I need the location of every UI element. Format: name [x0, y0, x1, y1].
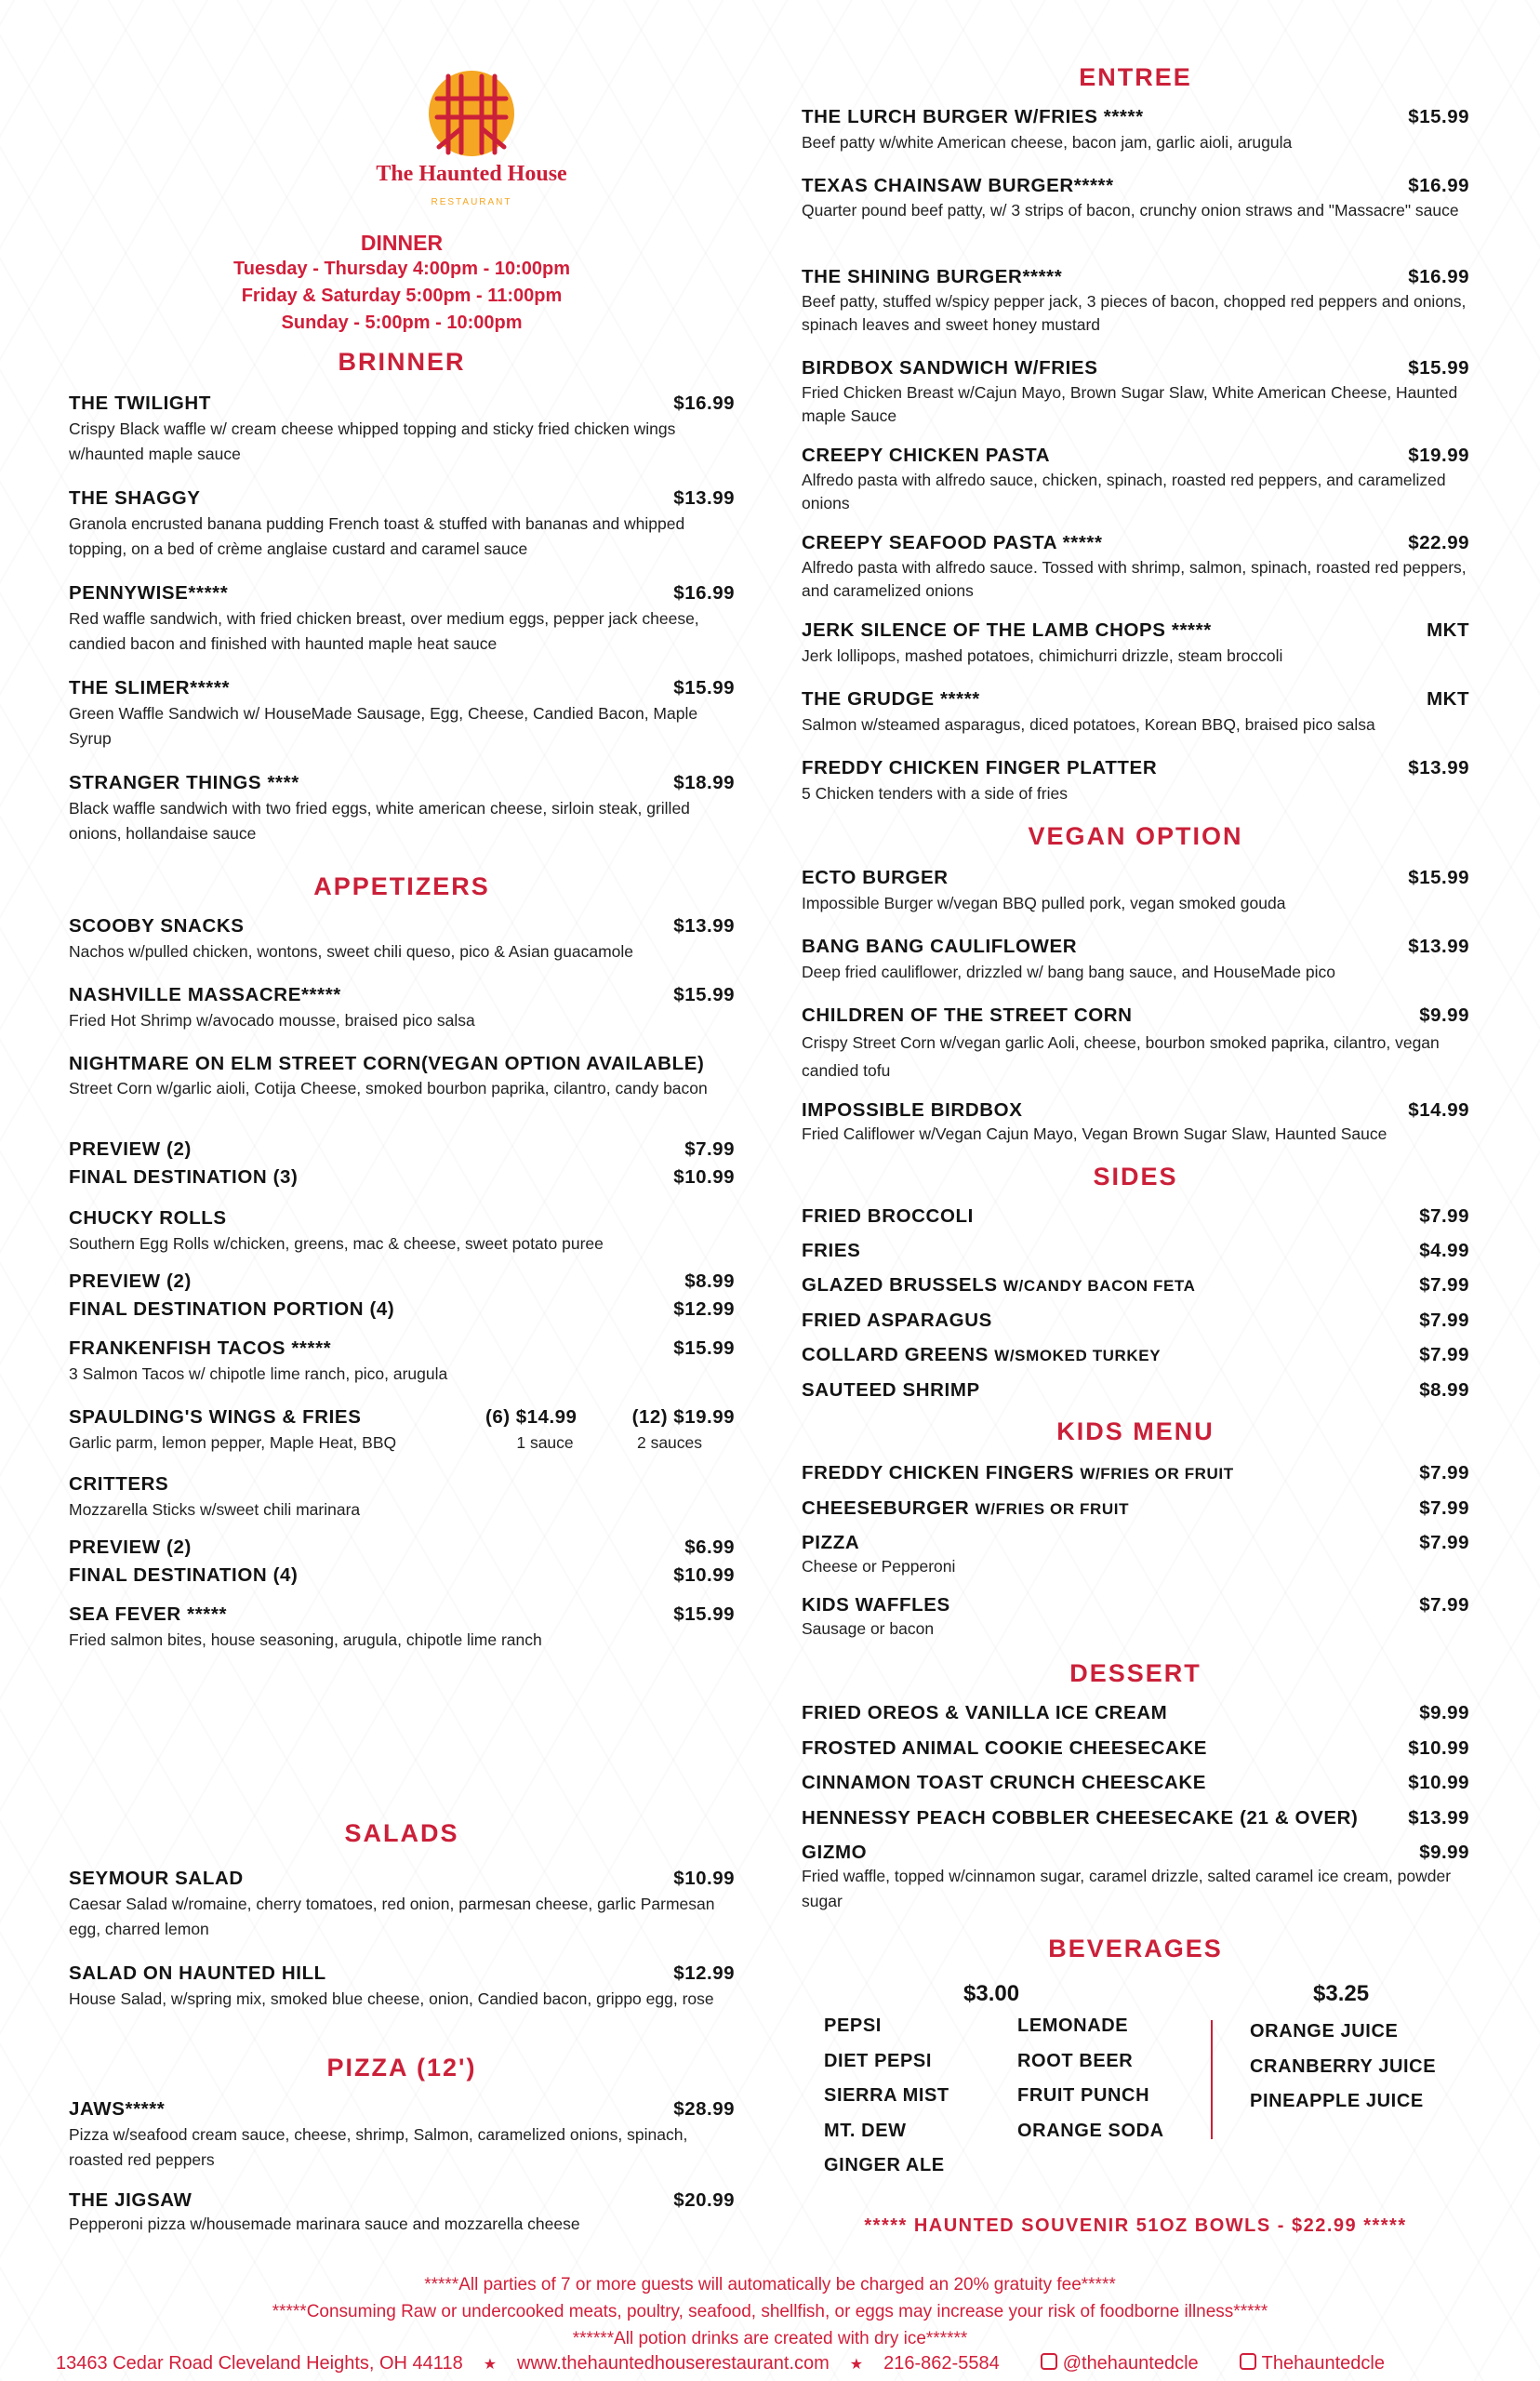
facebook-link[interactable]: [1240, 2353, 1385, 2374]
item-desc: Crispy Street Corn w/vegan garlic Aoli, cheese, bourbon smoked paprika, cilantro, vegan candied tofu: [802, 1033, 1440, 1080]
item-price: $7.99: [1419, 1344, 1469, 1365]
menu-item: [802, 1497, 1469, 1520]
item-name: PREVIEW (2): [69, 1138, 192, 1160]
item-desc: Beef patty, stuffed w/spicy pepper jack, 3 pieces of bacon, chopped red peppers and onions, spinach leaves and sweet honey mustard: [802, 292, 1467, 334]
item-price: $12.99: [673, 1962, 735, 1984]
item-price: $10.99: [1408, 1737, 1469, 1759]
beverage-item: LEMONADE: [1017, 2015, 1129, 2036]
dinner-title: DINNER: [360, 231, 444, 255]
section-title-pizza: PIZZA (12'): [326, 2054, 477, 2082]
menu-item: [69, 984, 735, 1033]
item-name: ECTO BURGER: [802, 867, 949, 888]
menu-item: [802, 619, 1469, 669]
item-price: $16.99: [1408, 266, 1469, 287]
menu-item: [69, 1166, 735, 1189]
menu-item: [69, 1962, 735, 2012]
item-price: $7.99: [1419, 1274, 1469, 1296]
item-desc: Garlic parm, lemon pepper, Maple Heat, BBQ: [69, 1433, 397, 1452]
item-name: FINAL DESTINATION (3): [69, 1166, 299, 1188]
menu-item: [802, 1702, 1469, 1724]
item-desc: Alfredo pasta with alfredo sauce. Tossed with shrimp, salmon, spinach, roasted red peppers, and caramelized onions: [802, 558, 1467, 600]
menu-item: [802, 757, 1469, 806]
item-desc: Jerk lollipops, mashed potatoes, chimichurri drizzle, steam broccoli: [802, 646, 1283, 665]
item-name: BIRDBOX SANDWICH W/FRIES: [802, 357, 1098, 379]
item-desc: Quarter pound beef patty, w/ 3 strips of bacon, crunchy onion straws and "Massacre" sauce: [802, 201, 1459, 219]
item-name: CRITTERS: [69, 1473, 169, 1495]
item-name: PREVIEW (2): [69, 1536, 192, 1558]
item-name: TEXAS CHAINSAW BURGER*****: [802, 175, 1114, 196]
menu-item: [802, 357, 1469, 428]
item-name: COLLARD GREENS: [802, 1344, 989, 1365]
menu-item: [69, 677, 735, 752]
item-price: $12.99: [673, 1298, 735, 1320]
item-desc: Salmon w/steamed asparagus, diced potatoes, Korean BBQ, braised pico salsa: [802, 715, 1375, 734]
item-desc: Pizza w/seafood cream sauce, cheese, shrimp, Salmon, caramelized onions, spinach, roasted red peppers: [69, 2125, 688, 2169]
menu-item: [802, 1842, 1469, 1914]
beverage-item: ORANGE SODA: [1017, 2120, 1164, 2141]
menu-item: [802, 445, 1469, 515]
item-name: THE LURCH BURGER W/FRIES *****: [802, 106, 1144, 127]
item-name: PIZZA: [802, 1532, 860, 1553]
item-price: $9.99: [1419, 1702, 1469, 1723]
menu-item: [69, 915, 735, 964]
item-price: $15.99: [673, 1337, 735, 1359]
item-name: PREVIEW (2): [69, 1270, 192, 1292]
section-title-sides: SIDES: [1093, 1163, 1178, 1190]
item-name: SPAULDING'S WINGS & FRIES: [69, 1406, 362, 1428]
item-desc: Mozzarella Sticks w/sweet chili marinara: [69, 1500, 361, 1519]
item-name: SEA FEVER *****: [69, 1603, 228, 1625]
item-desc: Sausage or bacon: [802, 1619, 935, 1638]
menu-item: [69, 2189, 735, 2237]
menu-item: [802, 1462, 1469, 1484]
beverage-item: DIET PEPSI: [824, 2050, 933, 2071]
beverage-item: PEPSI: [824, 2015, 882, 2036]
item-price: $15.99: [673, 984, 735, 1005]
instagram-handle: @thehauntedcle: [1062, 2353, 1199, 2374]
item-price: $7.99: [1419, 1532, 1469, 1553]
item-name-detail: W/FRIES OR FRUIT: [975, 1500, 1130, 1518]
menu-item-wings: [69, 1406, 735, 1456]
item-name: FINAL DESTINATION PORTION (4): [69, 1298, 395, 1320]
star-icon: ★: [483, 2356, 498, 2373]
item-name: CHUCKY ROLLS: [69, 1207, 227, 1229]
item-price: $13.99: [1408, 936, 1469, 957]
item-name: CINNAMON TOAST CRUNCH CHEESCAKE: [802, 1772, 1207, 1793]
item-price-12: (12) $19.99: [631, 1406, 735, 1428]
instagram-link[interactable]: [1041, 2353, 1199, 2374]
item-name: FRIED BROCCOLI: [802, 1205, 974, 1227]
item-name: BANG BANG CAULIFLOWER: [802, 936, 1078, 957]
item-name: THE JIGSAW: [69, 2189, 192, 2211]
item-name: JERK SILENCE OF THE LAMB CHOPS *****: [802, 619, 1212, 641]
item-desc: Crispy Black waffle w/ cream cheese whipped topping and sticky fried chicken wings w/haunted maple sauce: [69, 419, 676, 463]
item-name: THE TWILIGHT: [69, 392, 211, 414]
item-desc: Alfredo pasta with alfredo sauce, chicken, spinach, roasted red peppers, and caramelized onions: [802, 471, 1446, 512]
item-price: $14.99: [1408, 1099, 1469, 1121]
item-desc: Impossible Burger w/vegan BBQ pulled pork, vegan smoked gouda: [802, 894, 1286, 912]
item-name: THE SHAGGY: [69, 487, 201, 509]
beverage-divider: [1211, 2020, 1213, 2139]
beverage-item: SIERRA MIST: [824, 2085, 949, 2106]
item-desc: Fried Califlower w/Vegan Cajun Mayo, Vegan Brown Sugar Slaw, Haunted Sauce: [802, 1124, 1387, 1143]
facebook-icon: [1240, 2353, 1256, 2370]
item-price: $10.99: [673, 1564, 735, 1586]
item-price: $13.99: [673, 915, 735, 937]
item-price: $18.99: [673, 772, 735, 793]
beverage-item: MT. DEW: [824, 2120, 907, 2141]
item-price: $13.99: [673, 487, 735, 509]
item-price: $7.99: [1419, 1462, 1469, 1483]
item-name: FRIES: [802, 1240, 861, 1261]
menu-item: [802, 1772, 1469, 1794]
item-desc: Fried Hot Shrimp w/avocado mousse, braised pico salsa: [69, 1011, 475, 1030]
hours-line: Tuesday - Thursday 4:00pm - 10:00pm: [233, 259, 570, 279]
item-name: FREDDY CHICKEN FINGER PLATTER: [802, 757, 1158, 778]
beverage-list-3: [1250, 2015, 1436, 2120]
item-name: THE GRUDGE *****: [802, 688, 980, 710]
menu-item: [802, 532, 1469, 603]
menu-item: [802, 175, 1469, 222]
item-name: IMPOSSIBLE BIRDBOX: [802, 1099, 1023, 1121]
website-link[interactable]: www.thehauntedhouserestaurant.com: [517, 2353, 830, 2374]
beverage-list-2: [1017, 2009, 1164, 2148]
section-title-vegan: VEGAN OPTION: [1028, 822, 1243, 850]
item-desc: Cheese or Pepperoni: [802, 1557, 956, 1576]
menu-item: [69, 1473, 735, 1523]
star-icon: ★: [849, 2356, 864, 2373]
section-title-salads: SALADS: [344, 1819, 459, 1847]
item-price: $15.99: [673, 1603, 735, 1625]
item-price: $10.99: [673, 1166, 735, 1188]
menu-item: [69, 1337, 735, 1387]
item-name: PENNYWISE*****: [69, 582, 229, 604]
menu-item: [69, 392, 735, 467]
item-price: $16.99: [673, 392, 735, 414]
item-price: MKT: [1427, 688, 1469, 710]
menu-item: [802, 1379, 1469, 1402]
item-name: CREEPY SEAFOOD PASTA *****: [802, 532, 1103, 553]
facebook-handle: Thehauntedcle: [1261, 2353, 1385, 2374]
item-desc: Deep fried cauliflower, drizzled w/ bang bang sauce, and HouseMade pico: [802, 963, 1335, 981]
item-desc: Granola encrusted banana pudding French toast & stuffed with bananas and whipped topping, on a bed of crème anglaise custard and caramel sauce: [69, 514, 685, 558]
item-name-detail: W/FRIES OR FRUIT: [1080, 1465, 1234, 1483]
beverage-item: GINGER ALE: [824, 2155, 945, 2175]
item-name: CHILDREN OF THE STREET CORN: [802, 1004, 1133, 1026]
section-title-appetizers: APPETIZERS: [313, 872, 490, 900]
menu-item: [69, 1564, 735, 1587]
item-desc: Beef patty w/white American cheese, bacon jam, garlic aioli, arugula: [802, 133, 1293, 152]
item-name: JAWS*****: [69, 2098, 166, 2120]
menu-item: [69, 1138, 735, 1161]
menu-item: [69, 1207, 735, 1257]
item-name: SAUTEED SHRIMP: [802, 1379, 980, 1401]
item-desc: Fried waffle, topped w/cinnamon sugar, caramel drizzle, salted caramel ice cream, powder sugar: [802, 1867, 1452, 1910]
menu-item: [802, 688, 1469, 738]
menu-item: [69, 1053, 735, 1099]
item-desc: Caesar Salad w/romaine, cherry tomatoes, red onion, parmesan cheese, garlic Parmesan egg, charred lemon: [69, 1895, 715, 1938]
menu-item: [69, 1603, 735, 1653]
menu-item: [802, 1004, 1469, 1084]
menu-item: [69, 1868, 735, 1942]
item-name: FINAL DESTINATION (4): [69, 1564, 299, 1586]
item-name: FRANKENFISH TACOS *****: [69, 1337, 332, 1359]
menu-item: [802, 266, 1469, 337]
item-price: MKT: [1427, 619, 1469, 641]
menu-item: [69, 1298, 735, 1321]
item-price: $8.99: [684, 1270, 735, 1292]
item-desc: Black waffle sandwich with two fried eggs, white american cheese, sirloin steak, grilled onions, hollandaise sauce: [69, 799, 690, 843]
item-desc: Southern Egg Rolls w/chicken, greens, mac & cheese, sweet potato puree: [69, 1234, 604, 1253]
beverage-item: ROOT BEER: [1017, 2050, 1134, 2071]
beverage-list-1: [824, 2009, 949, 2184]
item-price: $9.99: [1419, 1842, 1469, 1863]
item-name: THE SHINING BURGER*****: [802, 266, 1063, 287]
logo-subtext: RESTAURANT: [431, 197, 512, 207]
item-name: FREDDY CHICKEN FINGERS: [802, 1462, 1075, 1483]
menu-item: [802, 1240, 1469, 1262]
menu-item: [69, 772, 735, 846]
beverage-item: ORANGE JUICE: [1250, 2021, 1399, 2042]
item-name: KIDS WAFFLES: [802, 1594, 950, 1616]
souvenir-bowls-promo: ***** HAUNTED SOUVENIR 51OZ BOWLS - $22.99 *****: [864, 2215, 1407, 2236]
logo-text: The Haunted House: [376, 162, 567, 186]
item-name: NASHVILLE MASSACRE*****: [69, 984, 341, 1005]
menu-item: [69, 1536, 735, 1559]
item-name-detail: W/CANDY BACON FETA: [1002, 1277, 1196, 1295]
item-name: GLAZED BRUSSELS: [802, 1274, 998, 1296]
item-price: $7.99: [1419, 1310, 1469, 1331]
menu-item: [802, 936, 1469, 985]
item-name: THE SLIMER*****: [69, 677, 231, 698]
instagram-icon: [1041, 2353, 1057, 2370]
item-price: $9.99: [1419, 1004, 1469, 1026]
beverage-price-soda: $3.00: [963, 1981, 1020, 2006]
item-price-6: (6) $14.99: [485, 1406, 578, 1428]
item-name: HENNESSY PEACH COBBLER CHEESECAKE (21 & OVER): [802, 1807, 1359, 1829]
beverage-item: CRANBERRY JUICE: [1250, 2055, 1437, 2077]
item-desc: Fried Chicken Breast w/Cajun Mayo, Brown Sugar Slaw, White American Cheese, Haunted maple Sauce: [802, 383, 1458, 425]
menu-item: [802, 1099, 1469, 1147]
item-desc: 3 Salmon Tacos w/ chipotle lime ranch, pico, arugula: [69, 1364, 448, 1383]
item-desc: Nachos w/pulled chicken, wontons, sweet chili queso, pico & Asian guacamole: [69, 942, 634, 961]
item-price: $20.99: [673, 2189, 735, 2211]
item-price: $28.99: [673, 2098, 735, 2120]
sauce-count: 1 sauce: [516, 1433, 574, 1452]
item-price: $7.99: [1419, 1205, 1469, 1227]
food-safety-notice: *****Consuming Raw or undercooked meats, poultry, seafood, shellfish, or eggs may increase your risk of foodborne illness*****: [272, 2302, 1268, 2321]
item-price: $7.99: [1419, 1594, 1469, 1616]
item-price: $15.99: [673, 677, 735, 698]
hours-line: Sunday - 5:00pm - 10:00pm: [281, 313, 523, 333]
item-name: SEYMOUR SALAD: [69, 1868, 244, 1889]
item-name: GIZMO: [802, 1842, 868, 1863]
beverage-price-juice: $3.25: [1313, 1981, 1370, 2006]
item-name-detail: W/SMOKED TURKEY: [994, 1347, 1162, 1364]
item-price: $15.99: [1408, 106, 1469, 127]
item-price: $22.99: [1408, 532, 1469, 553]
menu-item: [802, 1310, 1469, 1332]
menu-item: [802, 1594, 1469, 1642]
beverage-item: FRUIT PUNCH: [1017, 2085, 1150, 2106]
menu-item: [802, 1205, 1469, 1228]
menu-item: [802, 1532, 1469, 1579]
section-title-beverages: BEVERAGES: [1048, 1935, 1223, 1962]
menu-item: [802, 1344, 1469, 1366]
item-price: $10.99: [673, 1868, 735, 1889]
address: 13463 Cedar Road Cleveland Heights, OH 44118: [56, 2353, 463, 2374]
item-desc: Red waffle sandwich, with fried chicken breast, over medium eggs, pepper jack cheese, candied bacon and finished with haunted maple heat sauce: [69, 609, 699, 653]
item-desc: Fried salmon bites, house seasoning, arugula, chipotle lime ranch: [69, 1630, 542, 1649]
item-price: $19.99: [1408, 445, 1469, 466]
item-price: $15.99: [1408, 357, 1469, 379]
item-name: NIGHTMARE ON ELM STREET CORN(VEGAN OPTION AVAILABLE): [69, 1053, 705, 1074]
menu-item: [69, 1270, 735, 1293]
phone-number[interactable]: 216-862-5584: [883, 2353, 1000, 2374]
item-price: $13.99: [1408, 757, 1469, 778]
footer: [56, 2353, 1488, 2374]
item-name: CREEPY CHICKEN PASTA: [802, 445, 1051, 466]
beverage-item: PINEAPPLE JUICE: [1250, 2091, 1424, 2111]
menu-item: [69, 582, 735, 657]
item-desc: Street Corn w/garlic aioli, Cotija Cheese, smoked bourbon paprika, cilantro, candy bacon: [69, 1079, 708, 1097]
item-desc: Pepperoni pizza w/housemade marinara sauce and mozzarella cheese: [69, 2215, 580, 2233]
menu-item: [69, 2098, 735, 2173]
item-name: CHEESEBURGER: [802, 1497, 970, 1519]
sauce-count: 2 sauces: [636, 1433, 703, 1452]
item-price: $16.99: [1408, 175, 1469, 196]
gratuity-notice: *****All parties of 7 or more guests will automatically be charged an 20% gratuity fee*****: [424, 2275, 1116, 2295]
menu-item: [69, 487, 735, 562]
hours-line: Friday & Saturday 5:00pm - 11:00pm: [241, 286, 563, 306]
menu-item: [802, 1274, 1469, 1297]
item-price: $6.99: [684, 1536, 735, 1558]
item-name: FROSTED ANIMAL COOKIE CHEESECAKE: [802, 1737, 1208, 1759]
section-title-dessert: DESSERT: [1069, 1659, 1201, 1687]
item-desc: 5 Chicken tenders with a side of fries: [802, 784, 1068, 803]
item-price: $15.99: [1408, 867, 1469, 888]
section-title-brinner: BRINNER: [338, 348, 466, 376]
menu-item: [802, 1737, 1469, 1760]
item-desc: Green Waffle Sandwich w/ HouseMade Sausage, Egg, Cheese, Candied Bacon, Maple Syrup: [69, 704, 698, 748]
haunted-house-logo: [376, 67, 567, 216]
item-price: $7.99: [1419, 1497, 1469, 1519]
section-title-entree: ENTREE: [1079, 63, 1192, 91]
item-name: STRANGER THINGS ****: [69, 772, 299, 793]
item-price: $16.99: [673, 582, 735, 604]
menu-item: [802, 1807, 1469, 1829]
section-title-kids: KIDS MENU: [1056, 1417, 1215, 1445]
item-price: $13.99: [1408, 1807, 1469, 1829]
item-price: $10.99: [1408, 1772, 1469, 1793]
item-name: SALAD ON HAUNTED HILL: [69, 1962, 326, 1984]
dinner-hours: [69, 231, 735, 337]
item-desc: House Salad, w/spring mix, smoked blue cheese, onion, Candied bacon, grippo egg, rose: [69, 1989, 714, 2008]
dry-ice-notice: ******All potion drinks are created with dry ice******: [572, 2329, 968, 2348]
item-price: $7.99: [684, 1138, 735, 1160]
menu-item: [802, 867, 1469, 916]
item-price: $8.99: [1419, 1379, 1469, 1401]
item-name: FRIED ASPARAGUS: [802, 1310, 992, 1331]
item-name: SCOOBY SNACKS: [69, 915, 245, 937]
item-name: FRIED OREOS & VANILLA ICE CREAM: [802, 1702, 1168, 1723]
item-price: $4.99: [1419, 1240, 1469, 1261]
menu-item: [802, 106, 1469, 155]
